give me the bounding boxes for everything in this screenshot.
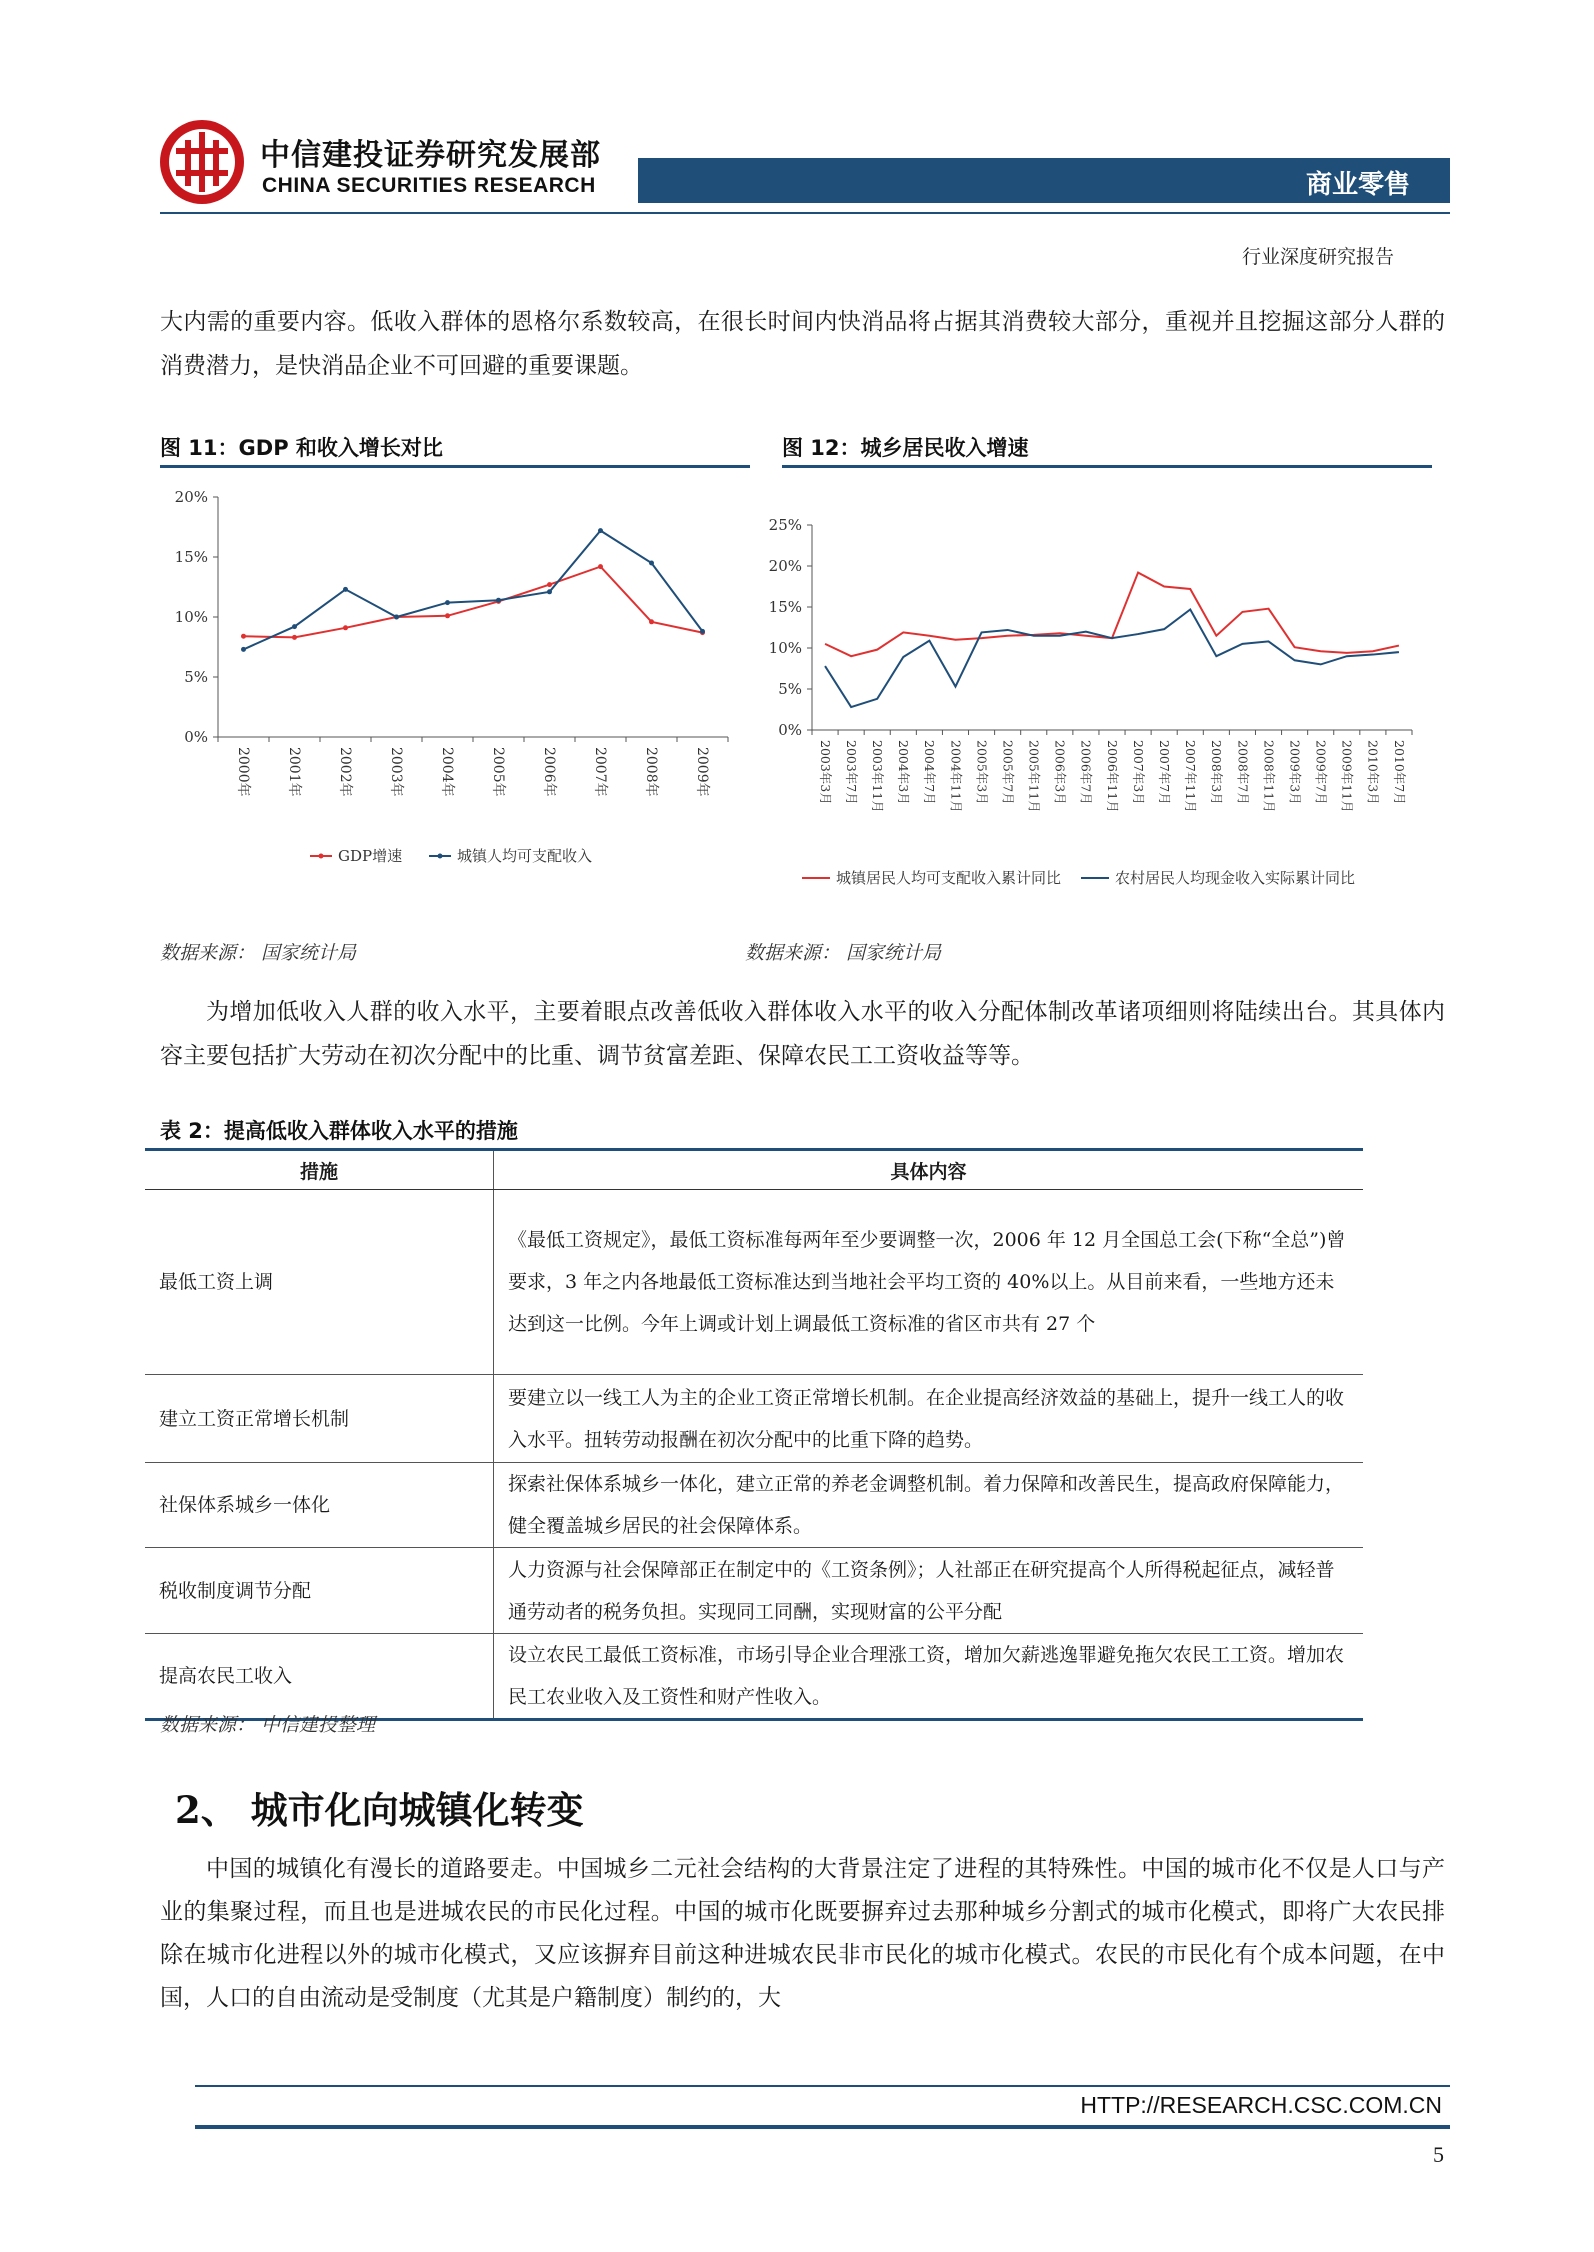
figure12-title: 图 12：城乡居民收入增速 xyxy=(782,436,1029,460)
figure12-rule xyxy=(782,465,1432,468)
y-tick-label: 20% xyxy=(768,557,802,575)
x-tick-label: 2010年7月 xyxy=(1391,740,1407,805)
figure12-series xyxy=(825,573,1399,707)
y-tick-label: 0% xyxy=(184,728,208,746)
footer-divider-top xyxy=(195,2085,1450,2087)
y-tick-label: 10% xyxy=(174,608,208,626)
intro-paragraph: 大内需的重要内容。低收入群体的恩格尔系数较高，在很长时间内快消品将占据其消费较大部分，重视并且挖掘这部分人群的消费潜力，是快消品企业不可回避的重要课题。 xyxy=(160,309,1445,379)
table-header-row xyxy=(145,1150,1363,1190)
header-measure: 措施 xyxy=(145,1150,494,1190)
data-point-0 xyxy=(241,634,246,639)
org-name-en: CHINA SECURITIES RESEARCH xyxy=(262,174,596,197)
measure-name: 建立工资正常增长机制 xyxy=(145,1375,494,1463)
footer-divider-bottom xyxy=(195,2125,1450,2129)
table-row xyxy=(145,1548,1363,1634)
data-point-1 xyxy=(394,615,399,620)
header-divider xyxy=(160,212,1450,214)
x-tick-label: 2005年 xyxy=(489,747,506,797)
series-line-1 xyxy=(244,531,703,650)
legend-label: 城镇居民人均可支配收入累计同比 xyxy=(836,869,1062,887)
legend-label: 农村居民人均现金收入实际累计同比 xyxy=(1115,869,1356,887)
x-tick-label: 2003年3月 xyxy=(817,740,833,805)
y-tick-label: 15% xyxy=(768,598,802,616)
x-tick-label: 2009年3月 xyxy=(1287,740,1303,805)
x-tick-label: 2004年3月 xyxy=(896,740,912,805)
figure11-title: 图 11：GDP 和收入增长对比 xyxy=(160,436,443,460)
data-point-1 xyxy=(700,629,705,634)
x-tick-label: 2008年3月 xyxy=(1209,740,1225,805)
table2-source: 数据来源： 中信建投整理 xyxy=(160,1714,376,1736)
x-tick-label: 2000年 xyxy=(234,747,251,797)
y-tick-label: 5% xyxy=(778,680,802,698)
legend-label: 城镇人均可支配收入 xyxy=(457,847,593,865)
data-point-1 xyxy=(343,587,348,592)
measure-name: 提高农民工收入 xyxy=(145,1634,494,1720)
x-tick-label: 2003年11月 xyxy=(870,740,886,813)
figure12-source: 数据来源： 国家统计局 xyxy=(745,942,942,964)
data-point-0 xyxy=(598,564,603,569)
measure-name: 社保体系城乡一体化 xyxy=(145,1463,494,1548)
table2-title: 表 2：提高低收入群体收入水平的措施 xyxy=(160,1119,518,1143)
y-tick-label: 5% xyxy=(184,668,208,686)
legend-label: GDP增速 xyxy=(338,847,403,865)
x-tick-label: 2008年7月 xyxy=(1235,740,1251,805)
y-tick-label: 15% xyxy=(174,548,208,566)
report-type: 行业深度研究报告 xyxy=(1241,246,1394,268)
x-tick-label: 2009年11月 xyxy=(1339,740,1355,813)
table-row xyxy=(145,1463,1363,1548)
x-tick-label: 2007年3月 xyxy=(1130,740,1146,805)
x-tick-label: 2007年7月 xyxy=(1157,740,1173,805)
section-heading: 2、 城市化向城镇化转变 xyxy=(175,1788,584,1832)
x-tick-label: 2010年3月 xyxy=(1365,740,1381,805)
figure12-legend xyxy=(802,869,1355,887)
data-point-0 xyxy=(343,625,348,630)
x-tick-label: 2003年 xyxy=(387,747,404,797)
y-tick-label: 20% xyxy=(174,488,208,506)
x-tick-label: 2006年11月 xyxy=(1104,740,1120,813)
data-point-0 xyxy=(649,619,654,624)
x-tick-label: 2007年 xyxy=(591,747,608,797)
sector-label: 商业零售 xyxy=(1305,170,1410,200)
measures-table xyxy=(145,1148,1363,1721)
x-tick-label: 2004年 xyxy=(438,747,455,797)
header-content: 具体内容 xyxy=(494,1150,1364,1190)
data-point-1 xyxy=(496,598,501,603)
data-point-1 xyxy=(598,528,603,533)
x-tick-label: 2005年3月 xyxy=(974,740,990,805)
measure-name: 最低工资上调 xyxy=(145,1190,494,1375)
measure-name: 税收制度调节分配 xyxy=(145,1548,494,1634)
footer-url[interactable]: HTTP://RESEARCH.CSC.COM.CN xyxy=(1080,2092,1442,2118)
x-tick-label: 2004年11月 xyxy=(948,740,964,813)
logo-mark xyxy=(158,118,246,206)
paragraph-income-reform: 为增加低收入人群的收入水平，主要着眼点改善低收入群体收入水平的收入分配体制改革诸项细则将陆续出台。其具体内容主要包括扩大劳动在初次分配中的比重、调节贫富差距、保障农民工工资收益等等。 xyxy=(160,999,1445,1069)
x-tick-label: 2007年11月 xyxy=(1183,740,1199,813)
data-point-0 xyxy=(292,635,297,640)
series-line-0 xyxy=(825,573,1399,657)
x-tick-label: 2005年7月 xyxy=(1000,740,1016,805)
x-tick-label: 2001年 xyxy=(285,747,302,797)
figure11-source: 数据来源： 国家统计局 xyxy=(160,942,357,964)
measure-content: 探索社保体系城乡一体化，建立正常的养老金调整机制。着力保障和改善民生，提高政府保障能力，健全覆盖城乡居民的社会保障体系。 xyxy=(494,1463,1364,1548)
y-tick-label: 10% xyxy=(768,639,802,657)
x-tick-label: 2003年7月 xyxy=(843,740,859,805)
measure-content: 设立农民工最低工资标准，市场引导企业合理涨工资，增加欠薪逃逸罪避免拖欠农民工工资。增加农民工农业收入及工资性和财产性收入。 xyxy=(494,1634,1364,1720)
x-tick-label: 2008年 xyxy=(642,747,659,797)
figure11-legend xyxy=(310,847,592,865)
sector-banner xyxy=(638,158,1450,203)
section-paragraph: 中国的城镇化有漫长的道路要走。中国城乡二元社会结构的大背景注定了进程的其特殊性。中国的城市化不仅是人口与产业的集聚过程，而且也是进城农民的市民化过程。中国的城市化既要摒弃过去那种城乡分割式的城市化模式，即将广大农民排除在城市化进程以外的城市化模式，又应该摒弃目前这种进城农民非市民化的城市化模式。农民的市民化有个成本问题，在中国，人口的自由流动是受制度（尤其是户籍制度）制约的，大 xyxy=(160,1856,1445,2011)
measure-content: 《最低工资规定》，最低工资标准每两年至少要调整一次，2006 年 12 月全国总工会(下称“全总”)曾要求，3 年之内各地最低工资标准达到当地社会平均工资的 40%以上。从目前来看，一些地方还未达到这一比例。今年上调或计划上调最低工资标准的省区市共有 27 个 xyxy=(494,1190,1364,1375)
x-tick-label: 2008年11月 xyxy=(1261,740,1277,813)
x-tick-label: 2004年7月 xyxy=(922,740,938,805)
figure12-chart xyxy=(768,475,1442,915)
figure11-chart xyxy=(160,475,760,895)
x-tick-label: 2009年7月 xyxy=(1313,740,1329,805)
data-point-1 xyxy=(445,600,450,605)
legend-marker xyxy=(438,854,443,859)
legend-marker xyxy=(319,854,324,859)
table-row xyxy=(145,1634,1363,1720)
data-point-1 xyxy=(292,624,297,629)
measure-content: 要建立以一线工人为主的企业工资正常增长机制。在企业提高经济效益的基础上，提升一线工人的收入水平。扭转劳动报酬在初次分配中的比重下降的趋势。 xyxy=(494,1375,1364,1463)
y-tick-label: 0% xyxy=(778,721,802,739)
x-tick-label: 2005年11月 xyxy=(1026,740,1042,813)
y-tick-label: 25% xyxy=(768,516,802,534)
data-point-1 xyxy=(241,647,246,652)
x-tick-label: 2009年 xyxy=(693,747,710,797)
figure11-series xyxy=(241,528,705,652)
series-line-1 xyxy=(825,609,1399,707)
data-point-1 xyxy=(547,589,552,594)
table-row xyxy=(145,1190,1363,1375)
x-tick-label: 2006年7月 xyxy=(1078,740,1094,805)
measure-content: 人力资源与社会保障部正在制定中的《工资条例》；人社部正在研究提高个人所得税起征点，减轻普通劳动者的税务负担。实现同工同酬，实现财富的公平分配 xyxy=(494,1548,1364,1634)
table-row xyxy=(145,1375,1363,1463)
x-tick-label: 2002年 xyxy=(336,747,353,797)
x-tick-label: 2006年3月 xyxy=(1052,740,1068,805)
x-tick-label: 2006年 xyxy=(540,747,557,797)
org-name-cn: 中信建投证券研究发展部 xyxy=(260,138,601,173)
data-point-0 xyxy=(547,582,552,587)
data-point-0 xyxy=(445,613,450,618)
page-number: 5 xyxy=(1433,2142,1444,2167)
figure11-rule xyxy=(160,465,750,468)
data-point-1 xyxy=(649,561,654,566)
